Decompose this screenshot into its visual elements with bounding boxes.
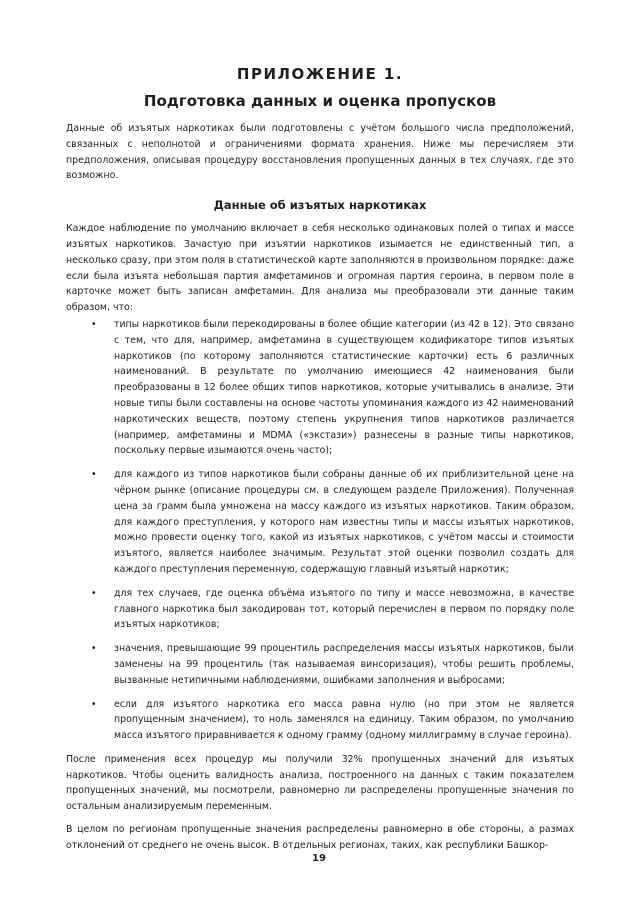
bullet-icon: • bbox=[91, 698, 97, 710]
list-item bbox=[91, 317, 574, 459]
bullet-icon: • bbox=[91, 587, 97, 599]
list-item-text: для каждого из типов наркотиков были собраны данные об их приблизительной цене на чёрном рынке (описание процедуры см. в следующем разделе Приложения). Полученная цена за грамм была умножена на массу каждого из изъятых наркотиков. Таким образом, для каждого преступления, у которого нам известны типы и массы изъятых наркотиков, можно провести оценку того, какой из изъятых наркотиков, с учётом массы и стоимости изъятого, является наиболее значимым. Результат этой оценки позволил создать для каждого преступления переменную, содержащую главный изъятый наркотик; bbox=[114, 469, 574, 575]
appendix-title: Подготовка данных и оценка пропусков bbox=[143, 92, 497, 110]
list-item bbox=[91, 467, 574, 578]
results-paragraph: После применения всех процедур мы получили 32% пропущенных значений для изъятых наркотиков. Чтобы оценить валидность анализа, построенного на данных с таким показателем пропущенных значений, мы посмотрели, равномерно ли распределены пропущенные значения по остальным анализируемым переменным. bbox=[66, 753, 574, 813]
list-item bbox=[91, 641, 574, 688]
page-number: 19 bbox=[312, 853, 326, 864]
bullet-icon: • bbox=[91, 318, 97, 330]
list-item-text: если для изъятого наркотика его масса равна нулю (но при этом не является пропущенным значением), то ноль заменялся на единицу. Таким образом, по умолчанию масса изъятого приравнивается к одному грамму (одному миллиграмму в случае героина). bbox=[114, 698, 574, 742]
list-item-text: для тех случаев, где оценка объёма изъятого по типу и массе невозможна, в качестве главного наркотика был закодирован тот, который перечислен в первом по порядку поле изъятых наркотиков; bbox=[114, 587, 574, 631]
list-item bbox=[91, 697, 574, 744]
list-item-text: типы наркотиков были перекодированы в более общие категории (из 42 в 12). Это связано с тем, что для, например, амфетамина в существующем кодификаторе типов изъятых наркотиков (по которому заполняются статистические карточки) есть 6 различных наименований. В результате по умолчанию имеющиеся 42 наименования были преобразованы в 12 более общих типов наркотиков, которые учитывались в анализе. Эти новые типы были составлены на основе частоты упоминания каждого из 42 наименований наркотических веществ, поэтому степень укрупнения типов наркотиков различается (например, амфетамины и MDMA («экстази») разнесены в разные типы наркотиков, поскольку первые изымаются очень часто); bbox=[114, 318, 574, 457]
appendix-heading: ПРИЛОЖЕНИЕ 1. bbox=[236, 65, 404, 83]
list-item bbox=[91, 586, 574, 633]
bullet-list bbox=[66, 317, 574, 744]
regions-paragraph: В целом по регионам пропущенные значения распределены равномерно в обе стороны, а размах отклонений от среднего не очень высок. В отдельных регионах, таких, как республики Башкор- bbox=[66, 824, 574, 851]
section-title: Данные об изъятых наркотиках bbox=[213, 198, 427, 213]
page-content bbox=[66, 64, 574, 854]
bullet-icon: • bbox=[91, 643, 97, 655]
intro-paragraph: Данные об изъятых наркотиках были подготовлены с учётом большого числа предположений, связанных с неполнотой и ограничениями формата хранения. Ниже мы перечисляем эти предположения, описывая процедуру восстановления пропущенных данных в тех случаях, где это возможно. bbox=[66, 123, 574, 182]
section-paragraph: Каждое наблюдение по умолчанию включает в себя несколько одинаковых полей о типах и массе изъятых наркотиков. Зачастую при изъятии наркотиков изымается не единственный тип, а несколько сразу, при этом поля в статистической карте заполняются в произвольном порядке: даже если была изъята небольшая партия амфетаминов и огромная партия героина, в первом поле в карточке может быть записан амфетамин. Для анализа мы преобразовали эти данные таким образом, что: bbox=[66, 223, 574, 314]
list-item-text: значения, превышающие 99 процентиль распределения массы изъятых наркотиков, были заменены на 99 процентиль (так называемая винсоризация), чтобы решить проблемы, вызванные нетипичными наблюдениями, ошибками заполнения и выбросами; bbox=[114, 643, 574, 686]
bullet-icon: • bbox=[91, 469, 97, 481]
